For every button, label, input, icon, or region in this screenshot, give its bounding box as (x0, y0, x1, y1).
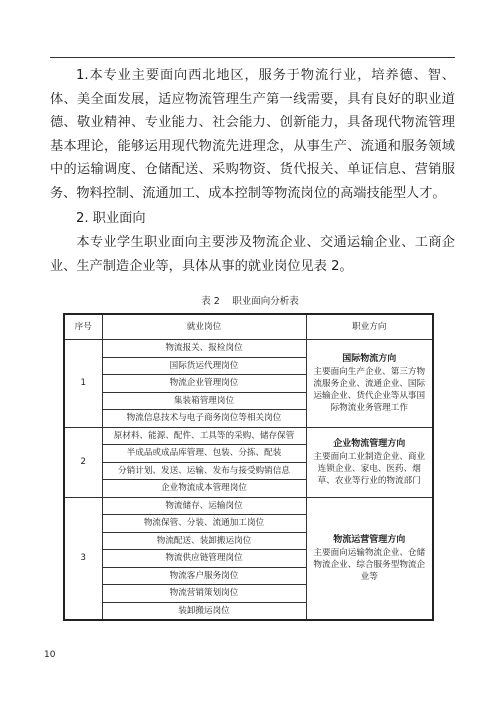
page-number: 10 (44, 650, 56, 660)
job-cell: 物流保管、分装、流通加工岗位 (102, 515, 306, 533)
job-cell: 分销计划、发送、运输、发布与接受购销信息 (102, 462, 306, 480)
table-header-row (64, 314, 433, 340)
direction-text: 主要面向运输物流企业、仓储物流企业、综合服务型物流企业等 (313, 547, 426, 582)
direction-cell (306, 427, 433, 497)
job-cell: 物流客户服务岗位 (102, 567, 306, 585)
job-cell: 物流营销策划岗位 (102, 585, 306, 603)
job-cell: 国际货运代理岗位 (102, 357, 306, 375)
direction-title: 国际物流方向 (342, 353, 397, 364)
header-num: 序号 (64, 314, 102, 340)
job-cell: 物流报关、报检岗位 (102, 340, 306, 358)
table-row (64, 427, 433, 445)
intro-paragraph: 1.本专业主要面向西北地区，服务于物流行业，培养德、智、体、美全面发展，适应物流管理生产第一线需要，具有良好的职业道德、敬业精神、专业能力、社会能力、创新能力，具备现代物流管理基本理论，能够运用现代物流先进理念，从事生产、流通和服务领域中的运输调度、仓储配送、采购物资、货代报关、单证信息、营销服务、物料控制、流通加工、成本控制等物流岗位的高端技能型人才。 (50, 68, 455, 201)
job-cell: 企业物流成本管理岗位 (102, 480, 306, 498)
direction-text: 主要面向生产企业、第三方物流服务企业、流通企业、国际运输企业、货代企业等从事国际物流业务管理工作 (313, 366, 426, 413)
job-cell: 集装箱管理岗位 (102, 392, 306, 410)
table-row (64, 340, 433, 358)
direction-cell (306, 497, 433, 620)
job-cell: 物流信息技术与电子商务岗位等相关岗位 (102, 410, 306, 428)
header-direction: 职业方向 (306, 314, 433, 340)
table-caption: 表 2 职业面向分析表 (201, 296, 299, 307)
direction-title: 企业物流管理方向 (333, 438, 406, 449)
section-heading: 2. 职业面向 (76, 211, 146, 226)
row-number: 3 (64, 497, 102, 620)
direction-title: 物流运营管理方向 (333, 534, 406, 545)
table-row (64, 497, 433, 515)
direction-cell (306, 340, 433, 428)
job-cell: 装卸搬运岗位 (102, 602, 306, 620)
row-number: 2 (64, 427, 102, 497)
job-cell: 物流配送、装卸搬运岗位 (102, 532, 306, 550)
section-paragraph: 本专业学生职业面向主要涉及物流企业、交通运输企业、工商企业、生产制造企业等，具体从事的就业岗位见表 2。 (50, 235, 455, 274)
job-analysis-table (63, 313, 434, 621)
job-cell: 原材料、能源、配件、工具等的采购、储存保管 (102, 427, 306, 445)
job-cell: 物流供应链管理岗位 (102, 550, 306, 568)
header-job: 就业岗位 (102, 314, 306, 340)
job-cell: 半成品或成品库管理、包装、分拣、配装 (102, 445, 306, 463)
row-number: 1 (64, 340, 102, 428)
job-cell: 物流储存、运输岗位 (102, 497, 306, 515)
top-rule (50, 57, 455, 58)
direction-text: 主要面向工业制造企业、商业连锁企业、家电、医药、烟草、农业等行业的物流部门 (313, 451, 426, 486)
job-cell: 物流企业管理岗位 (102, 375, 306, 393)
